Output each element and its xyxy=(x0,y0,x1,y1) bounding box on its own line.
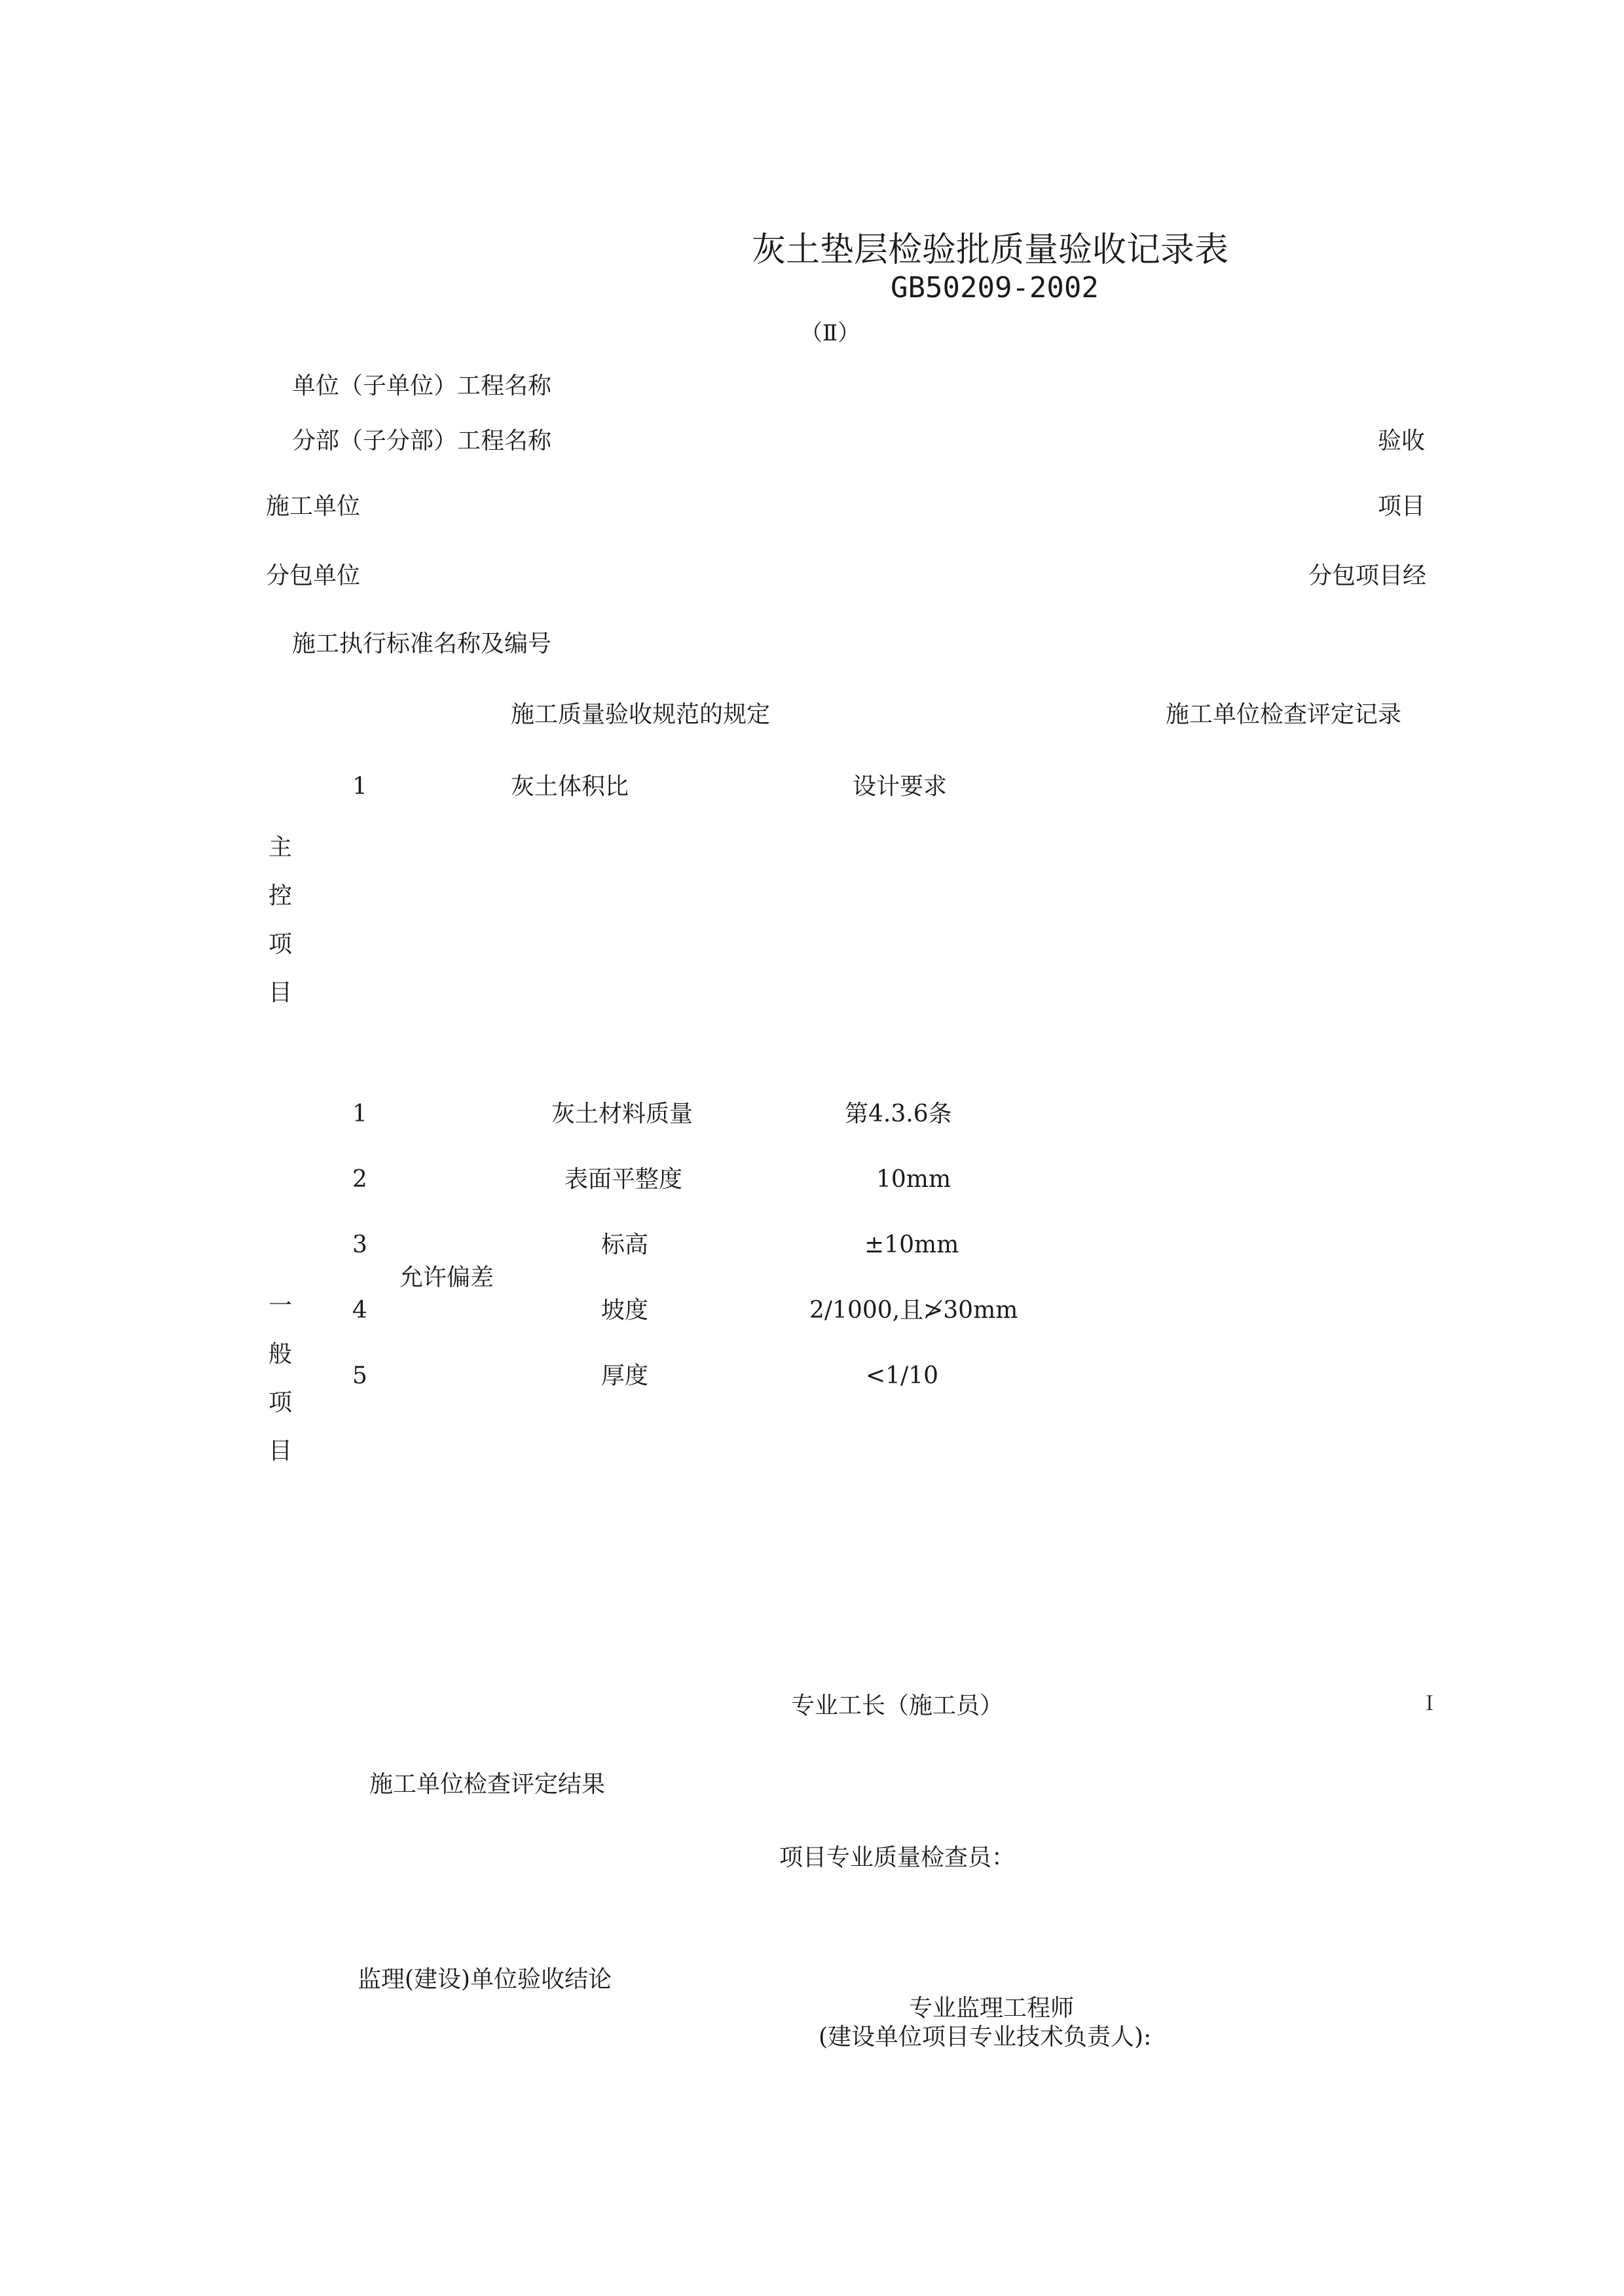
foreman-tail-mark: Ｉ xyxy=(1420,1692,1439,1715)
supervision-conclusion-label: 监理(建设)单位验收结论 xyxy=(358,1966,612,1993)
general-item-2-name: 表面平整度 xyxy=(564,1166,683,1193)
main-item-1-no: 1 xyxy=(352,773,367,800)
general-items-char: 一 xyxy=(268,1292,292,1319)
main-item-1-name: 灰土体积比 xyxy=(511,773,629,800)
execution-standard-label: 施工执行标准名称及编号 xyxy=(292,630,552,657)
subcontract-unit-label: 分包单位 xyxy=(266,562,361,589)
general-items-label xyxy=(267,1282,293,1476)
general-item-4-name: 坡度 xyxy=(601,1297,649,1324)
main-item-1-requirement: 设计要求 xyxy=(853,773,948,800)
general-item-4-no: 4 xyxy=(352,1297,367,1324)
main-control-label xyxy=(267,824,293,1017)
owner-tech-lead-label: (建设单位项目专业技术负责人): xyxy=(819,2024,1152,2050)
general-item-5-name: 厚度 xyxy=(601,1362,649,1389)
general-items-char: 般 xyxy=(268,1341,292,1368)
acceptance-part-label: 验收 xyxy=(1378,428,1426,454)
quality-inspector-label: 项目专业质量检查员： xyxy=(779,1844,1016,1871)
form-title: 灰土垫层检验批质量验收记录表 xyxy=(752,230,1229,270)
main-control-char: 目 xyxy=(268,979,292,1006)
general-items-char: 项 xyxy=(268,1389,292,1416)
sub-project-name-label: 分部（子分部）工程名称 xyxy=(292,428,552,454)
general-item-3-no: 3 xyxy=(352,1231,367,1258)
volume-label: （Ⅱ） xyxy=(800,320,860,346)
project-manager-label: 项目 xyxy=(1378,493,1426,520)
general-item-3-name: 标高 xyxy=(601,1231,649,1258)
general-item-2-no: 2 xyxy=(352,1166,367,1193)
foreman-label: 专业工长（施工员） xyxy=(791,1692,1004,1719)
main-control-char: 主 xyxy=(268,834,292,861)
general-item-1-no: 1 xyxy=(352,1101,367,1127)
main-control-char: 控 xyxy=(268,883,292,909)
unit-project-name-label: 单位（子单位）工程名称 xyxy=(292,373,552,399)
standard-code: GB50209-2002 xyxy=(891,271,1099,304)
main-control-char: 项 xyxy=(268,931,292,958)
general-item-1-requirement: 第4.3.6条 xyxy=(845,1101,952,1127)
construction-unit-label: 施工单位 xyxy=(266,493,361,520)
general-item-5-no: 5 xyxy=(352,1362,367,1389)
allowance-label: 允许偏差 xyxy=(399,1264,494,1291)
spec-header: 施工质量验收规范的规定 xyxy=(511,701,771,728)
general-item-1-name: 灰土材料质量 xyxy=(551,1101,693,1127)
general-item-2-requirement: 10mm xyxy=(876,1166,951,1193)
record-header: 施工单位检查评定记录 xyxy=(1166,701,1402,728)
subcontract-manager-label: 分包项目经 xyxy=(1308,562,1427,589)
general-items-char: 目 xyxy=(268,1438,292,1465)
general-item-3-requirement: ±10mm xyxy=(864,1231,959,1258)
general-item-4-requirement: 2/1000,且≯30mm xyxy=(809,1297,1018,1324)
supervision-engineer-label: 专业监理工程师 xyxy=(909,1995,1075,2022)
construction-result-label: 施工单位检查评定结果 xyxy=(369,1771,606,1798)
general-item-5-requirement: <1/10 xyxy=(866,1362,939,1389)
